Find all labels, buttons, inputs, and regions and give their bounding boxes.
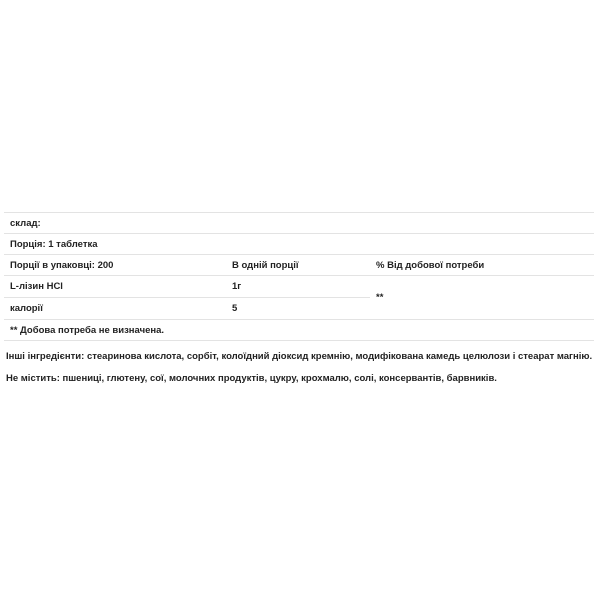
- nutrient-names-cell: [4, 276, 226, 320]
- servings-per-container: Порції в упаковці: 200: [4, 255, 226, 276]
- nutrient-amounts-cell: [226, 276, 370, 320]
- facts-title: склад:: [4, 213, 594, 234]
- nutrient-amount: 1г: [226, 276, 370, 298]
- serving-size: Порція: 1 таблетка: [4, 234, 594, 255]
- per-serving-header: В одній порції: [226, 255, 370, 276]
- nutrient-name: L-лізин HCl: [4, 276, 226, 298]
- daily-value-mark: **: [370, 276, 594, 320]
- supplement-facts-table: [4, 212, 594, 341]
- free-from: Не містить: пшениці, глютену, сої, молочних продуктів, цукру, крохмалю, солі, консервантів, барвників.: [6, 373, 497, 384]
- daily-value-header: % Від добової потреби: [370, 255, 594, 276]
- table-row: [4, 276, 594, 320]
- nutrient-amount: 5: [232, 303, 238, 314]
- footnote: ** Добова потреба не визначена.: [4, 320, 594, 341]
- table-row: [4, 320, 594, 341]
- nutrient-name: калорії: [10, 303, 43, 314]
- table-row: [4, 255, 594, 276]
- table-row: [4, 234, 594, 255]
- other-ingredients: Інші інгредієнти: стеаринова кислота, сорбіт, колоїдний діоксид кремнію, модифікована камедь целюлози і стеарат магнію.: [6, 351, 593, 362]
- table-row: [4, 213, 594, 234]
